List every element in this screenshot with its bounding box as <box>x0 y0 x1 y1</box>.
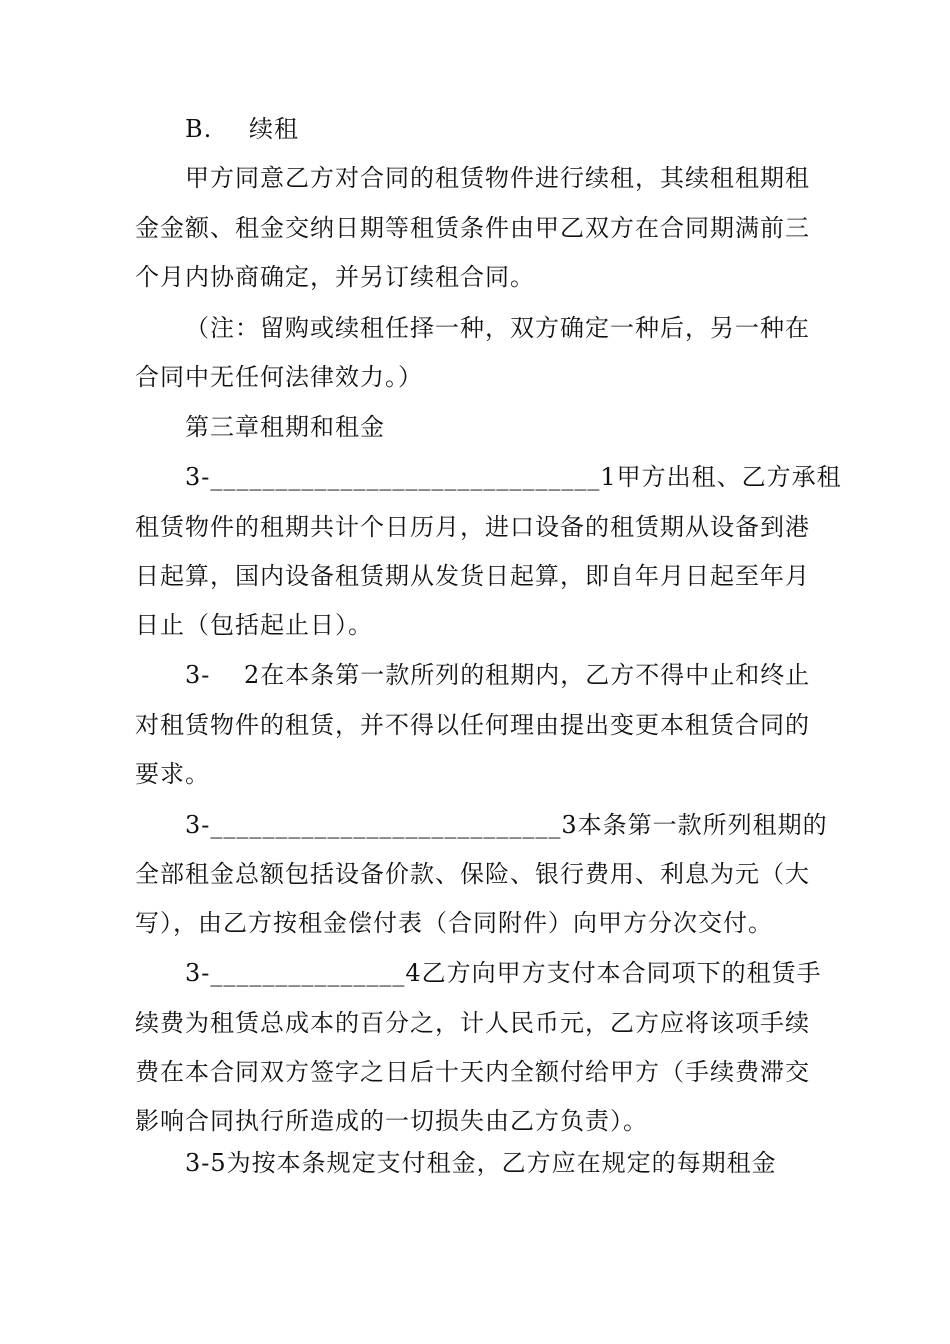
clause-3-3-line-3: 写），由乙方按租金偿付表（合同附件）向甲方分次交付。 <box>135 909 773 937</box>
clause-3-3-line-2: 全部租金总额包括设备价款、保险、银行费用、利息为元（大 <box>135 860 810 888</box>
clause-3-1-line-4: 日止（包括起止日）。 <box>135 611 373 639</box>
clause-3-4-line-3: 费在本合同双方签字之日后十天内全额付给甲方（手续费滞交 <box>135 1058 810 1086</box>
section-b-heading <box>185 114 299 144</box>
chapter-title: 第三章租期和租金 <box>185 413 385 441</box>
section-b-title: 续租 <box>249 115 299 143</box>
clause-3-5-line-1: 3-5为按本条规定支付租金，乙方应在规定的每期租金 <box>185 1149 777 1177</box>
clause-3-2-line-2: 对租赁物件的租赁，并不得以任何理由提出变更本租赁合同的 <box>135 711 810 739</box>
note-line-1: （注：留购或续租任择一种，双方确定一种后，另一种在 <box>185 314 810 342</box>
renewal-line-1: 甲方同意乙方对合同的租赁物件进行续租，其续租租期租 <box>185 164 810 192</box>
clause-3-1-line-1: 3-______________________________1甲方出租、乙方承租 <box>185 463 842 491</box>
clause-3-2-line-1: 3- 2在本条第一款所列的租期内，乙方不得中止和终止 <box>185 661 811 689</box>
section-b-label: B. <box>185 115 213 143</box>
note-line-2: 合同中无任何法律效力。） <box>135 363 423 391</box>
clause-3-1-line-3: 日起算，国内设备租赁期从发货日起算，即自年月日起至年月 <box>135 562 810 590</box>
clause-3-4-line-2: 续费为租赁总成本的百分之，计人民币元，乙方应将该项手续 <box>135 1009 810 1037</box>
clause-3-1-line-2: 租赁物件的租期共计个日历月，进口设备的租赁期从设备到港 <box>135 513 810 541</box>
clause-3-4-line-4: 影响合同执行所造成的一切损失由乙方负责）。 <box>135 1107 648 1135</box>
renewal-line-2: 金金额、租金交纳日期等租赁条件由甲乙双方在合同期满前三 <box>135 214 810 242</box>
renewal-line-3: 个月内协商确定，并另订续租合同。 <box>135 263 535 291</box>
clause-3-2-line-3: 要求。 <box>135 760 210 788</box>
clause-3-4-line-1: 3-_______________4乙方向甲方支付本合同项下的租赁手 <box>185 959 822 987</box>
clause-3-3-line-1: 3-___________________________3本条第一款所列租期的 <box>185 811 828 839</box>
